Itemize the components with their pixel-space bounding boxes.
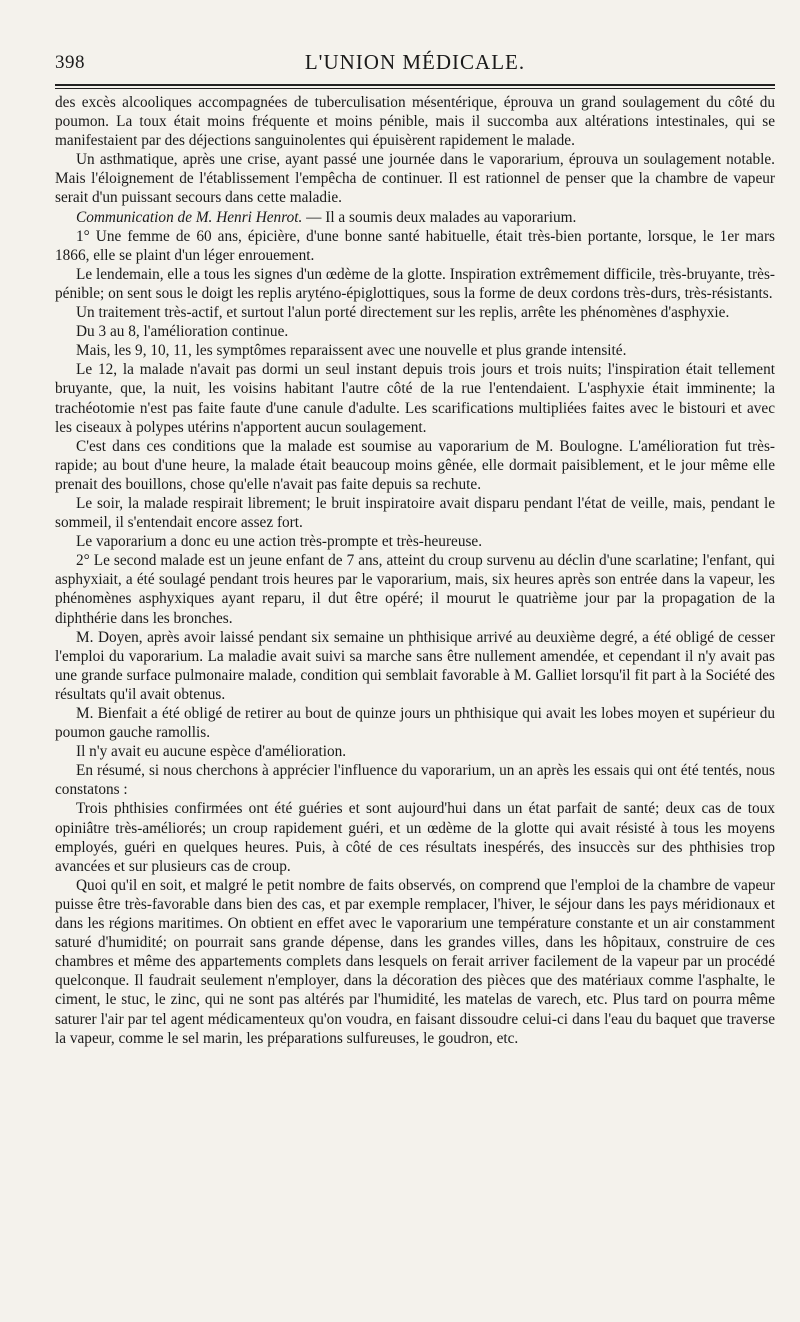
running-title: L'UNION MÉDICALE. bbox=[304, 50, 526, 74]
paragraph: des excès alcooliques accompagnées de tuberculisation mésentérique, éprouva un grand soulagement du côté du poumon. La toux était moins fréquente et moins pénible, mais il succomba aux altérations intestinales, qui se manifestaient par des déjections sanguinolentes qui épuisèrent rapidement le malade. bbox=[55, 94, 775, 150]
paragraph: Il n'y avait eu aucune espèce d'amélioration. bbox=[76, 743, 347, 761]
paragraph: C'est dans ces conditions que la malade est soumise au vaporarium de M. Boulogne. L'amélioration fut très-rapide; au bout d'une heure, la malade était beaucoup moins gênée, elle dormait paisiblement, et le jour même elle prenait des bouillons, chose qu'elle n'avait pas faite depuis sa rechute. bbox=[55, 437, 775, 493]
paragraph: Quoi qu'il en soit, et malgré le petit nombre de faits observés, on comprend que l'emploi de la chambre de vapeur puisse être très-favorable dans bien des cas, et par exemple remplacer, l'hiver, le séjour dans les pays méridionaux et dans les régions maritimes. On obtient en effet avec le vaporarium une température constante et un air constamment saturé d'humidité; on pourrait sans grande dépense, dans les grandes villes, dans les hôpitaux, construire de ces chambres et même des appartements complets dans lesquels on ferait arriver facilement de la vapeur par un procédé quelconque. Il faudrait seulement n'employer, dans la décoration des pièces que des matériaux comme l'asphalte, le ciment, le stuc, le zinc, qui ne sont pas altérés par l'humidité, les matelas de varech, etc. Plus tard on pourra même saturer l'air par tel agent médicamenteux qu'on voudra, en faisant dissoudre celui-ci dans l'eau du baquet que traverse la vapeur, comme le sel marin, les préparations sulfureuses, le goudron, etc. bbox=[55, 876, 775, 1047]
paragraph: Le lendemain, elle a tous les signes d'un œdème de la glotte. Inspiration extrêmement difficile, très-bruyante, très-pénible; on sent sous le doigt les replis aryténo-épiglottiques, sous la forme de deux cordons très-durs, très-résistants. bbox=[55, 265, 775, 302]
article-body bbox=[55, 93, 775, 1048]
paragraph: Le soir, la malade respirait librement; le bruit inspiratoire avait disparu pendant l'état de veille, mais, pendant le sommeil, il s'entendait encore assez fort. bbox=[55, 494, 775, 532]
header-rule bbox=[55, 84, 775, 89]
paragraph: Un traitement très-actif, et surtout l'alun porté directement sur les replis, arrête les phénomènes d'asphyxie. bbox=[76, 304, 730, 322]
paragraph: Un asthmatique, après une crise, ayant passé une journée dans le vaporarium, éprouva un soulagement notable. Mais l'éloignement de l'établissement l'empêcha de continuer. Il est rationnel de penser que la chambre de vapeur serait d'un puissant secours dans cette maladie. bbox=[55, 151, 775, 207]
paragraph: En résumé, si nous cherchons à apprécier l'influence du vaporarium, un an après les essais qui ont été tentés, nous constatons : bbox=[55, 762, 775, 799]
paragraph: Du 3 au 8, l'amélioration continue. bbox=[76, 323, 289, 341]
paragraph: Le vaporarium a donc eu une action très-prompte et très-heureuse. bbox=[76, 533, 483, 551]
paragraph: M. Doyen, après avoir laissé pendant six semaine un phthisique arrivé au deuxième degré, a été obligé de cesser l'emploi du vaporarium. La maladie avait suivi sa marche sans être nullement amendée, et cependant il n'y avait pas une grande surface pulmonaire malade, condition qui semblait favorable à M. Galliet lorsqu'il fit part à la Société des résultats qu'il avait obtenus. bbox=[55, 628, 775, 703]
paragraph: Le 12, la malade n'avait pas dormi un seul instant depuis trois jours et trois nuits; l'inspiration était tellement bruyante, que, la nuit, les voisins habitant l'autre côté de la rue l'entendaient. L'asphyxie était imminente; la trachéotomie n'est pas faite faute d'une canule d'adulte. Les scarifications multipliées faites avec le bistouri et avec les ciseaux à polypes utérins n'apportent aucun soulagement. bbox=[55, 361, 775, 436]
communication-heading: Communication de M. Henri Henrot. bbox=[76, 208, 303, 226]
paragraph: Trois phthisies confirmées ont été guéries et sont aujourd'hui dans un état parfait de santé; deux cas de toux opiniâtre très-améliorés; un croup rapidement guéri, et un œdème de la glotte qui avait résisté à tous les moyens employés, guéri en quelques heures. Puis, à côté de ces résultats inespérés, des insuccès sur des phthisies trop avancées et sur plusieurs cas de croup. bbox=[55, 800, 775, 875]
paragraph: M. Bienfait a été obligé de retirer au bout de quinze jours un phthisique qui avait les lobes moyen et supérieur du poumon gauche ramollis. bbox=[55, 705, 775, 742]
paragraph: 2° Le second malade est un jeune enfant de 7 ans, atteint du croup survenu au déclin d'une scarlatine; l'enfant, qui asphyxiait, a été soulagé pendant trois heures par le vaporarium, mais, six heures après son entrée dans la vapeur, les phénomènes asphyxiques ayant reparu, il dut être opéré; il mourut le quatrième jour par la propagation de la diphthérie dans les bronches. bbox=[55, 552, 775, 627]
page-header bbox=[55, 48, 775, 78]
paragraph: Mais, les 9, 10, 11, les symptômes reparaissent avec une nouvelle et plus grande intensité. bbox=[76, 342, 627, 360]
paragraph: 1° Une femme de 60 ans, épicière, d'une bonne santé habituelle, était très-bien portante, lorsque, le 1er mars 1866, elle se plaint d'un léger enrouement. bbox=[55, 227, 775, 264]
paragraph: Communication de M. Henri Henrot. — Il a soumis deux malades au vaporarium. bbox=[76, 208, 577, 226]
page-number: 398 bbox=[55, 52, 85, 73]
